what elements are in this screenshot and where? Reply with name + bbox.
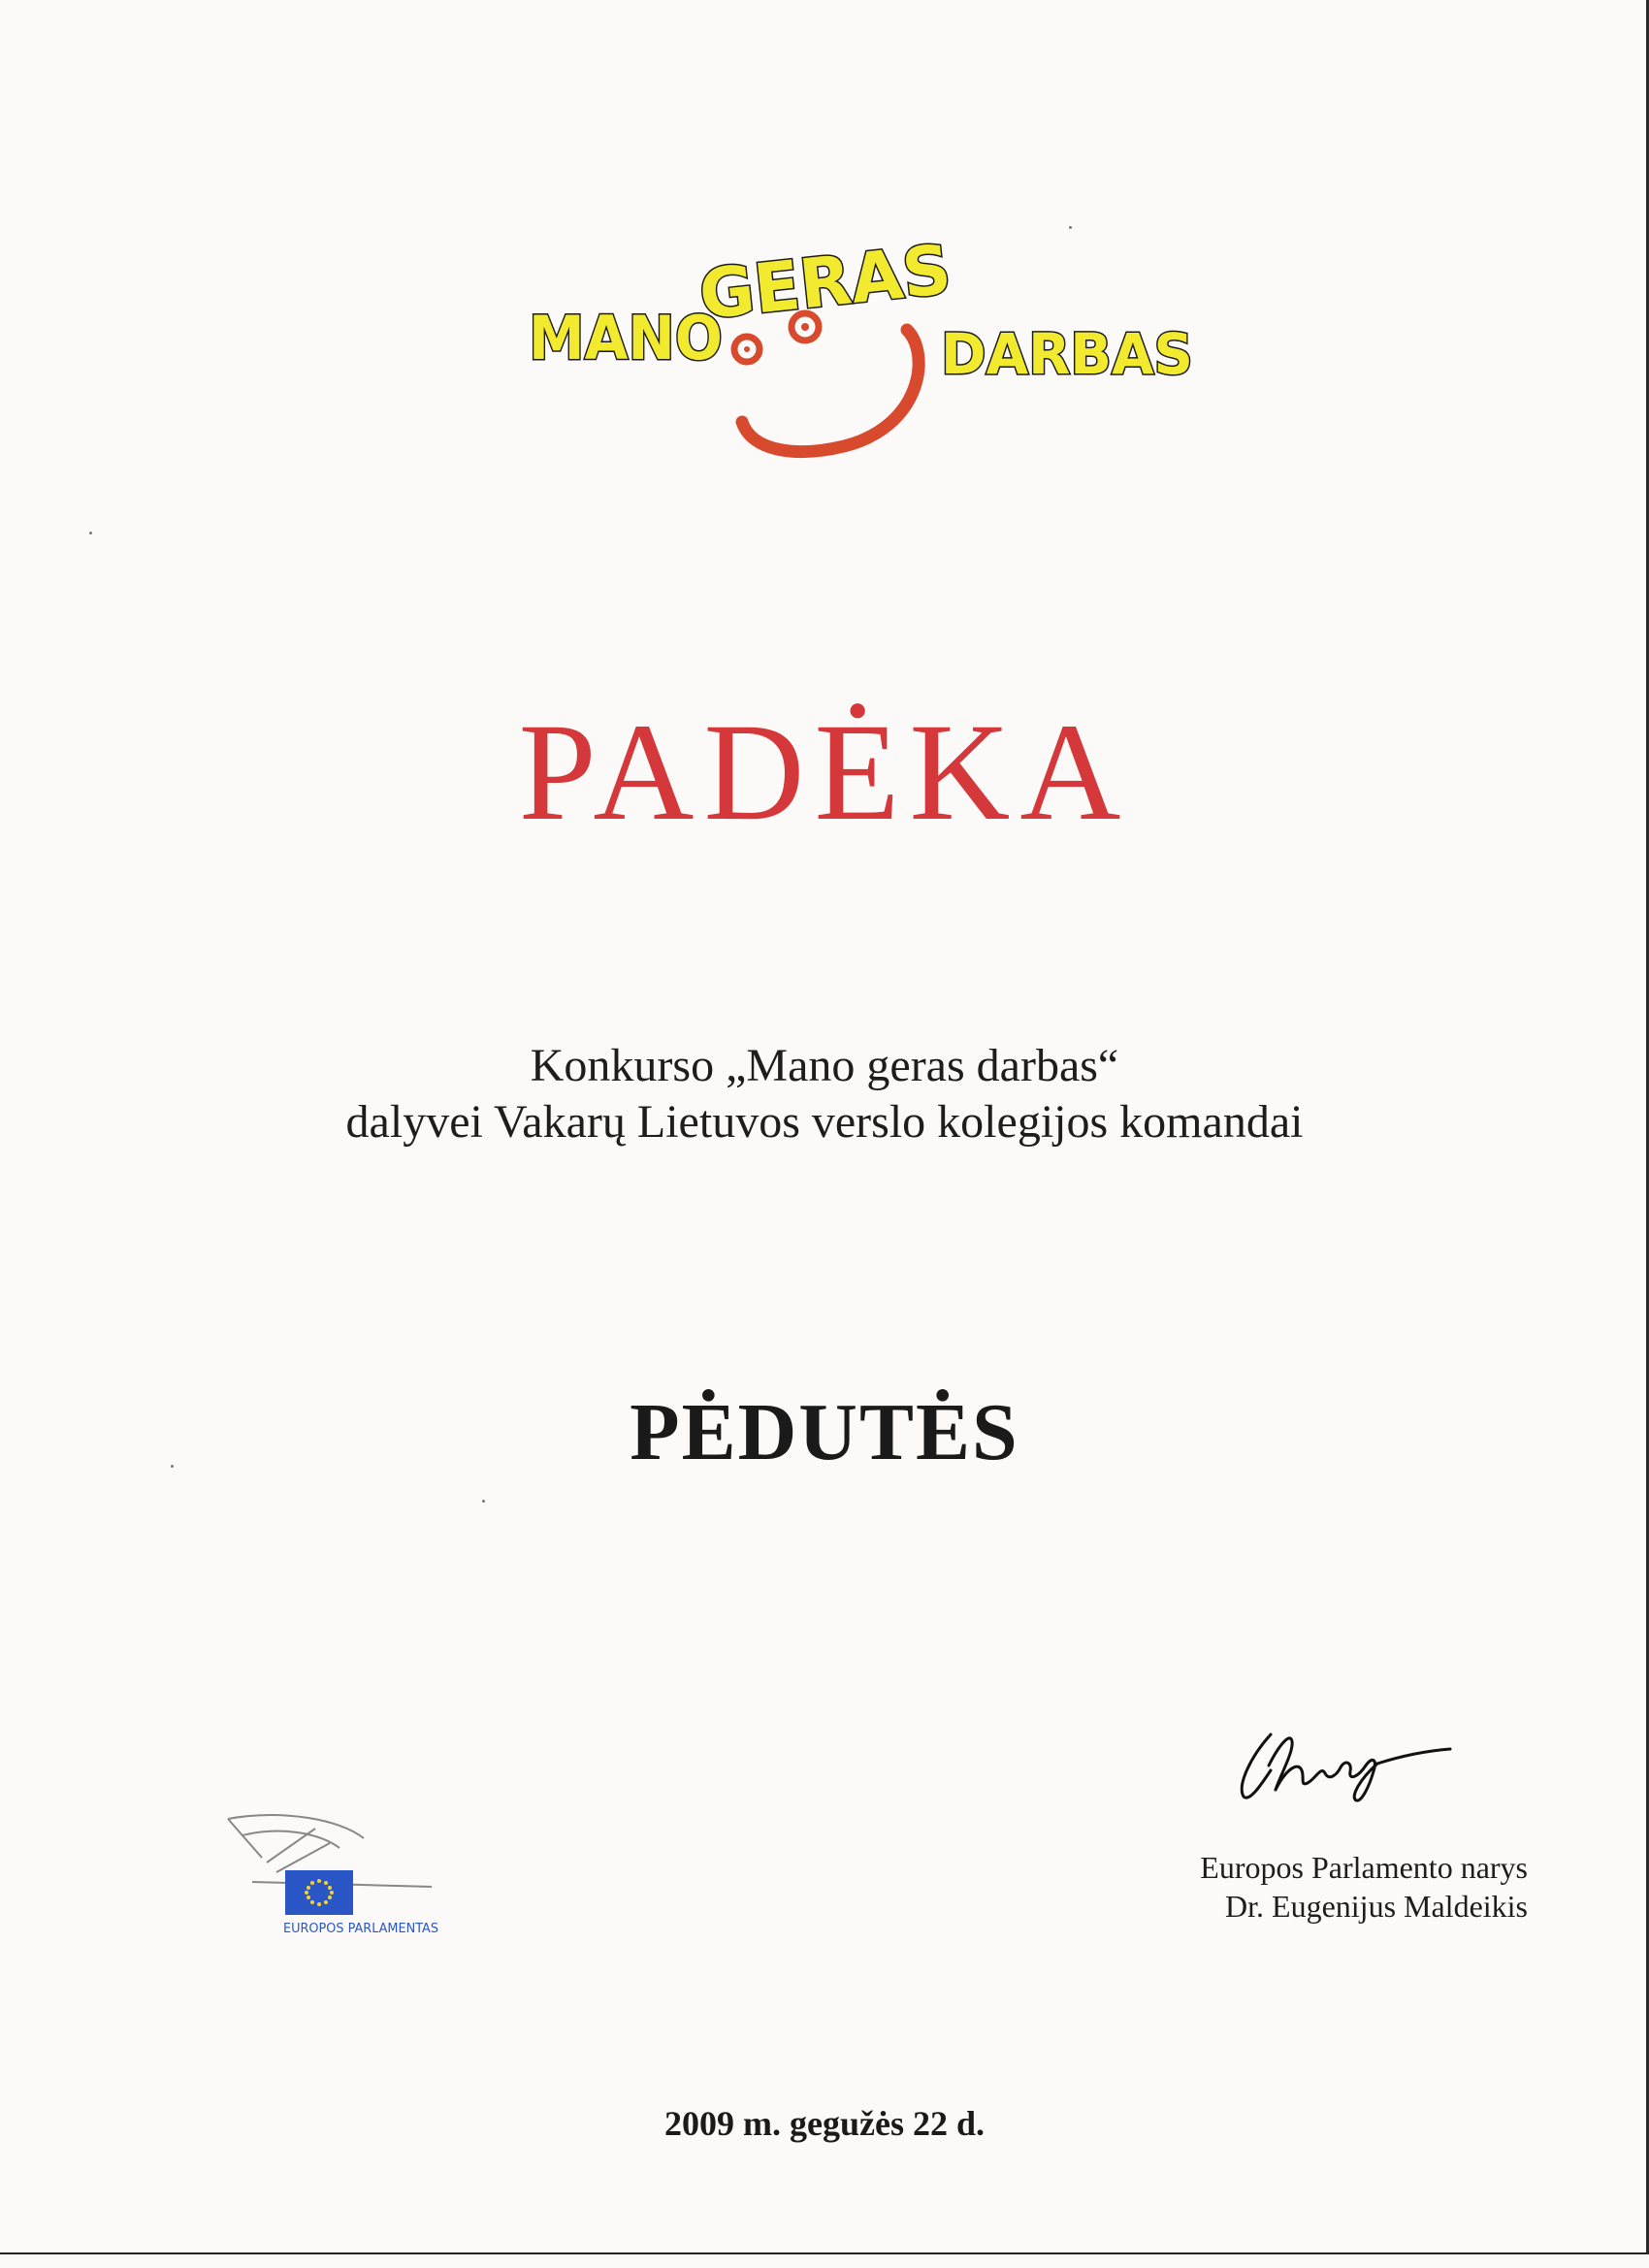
signer-block xyxy=(1067,1848,1528,1926)
subtitle-line-1: Konkurso „Mano geras darbas“ xyxy=(530,1040,1119,1091)
eu-flag-icon xyxy=(285,1870,353,1915)
logo-word-geras: GERAS xyxy=(695,229,958,336)
logo-word-darbas: DARBAS xyxy=(941,321,1193,387)
scan-bottom-edge xyxy=(0,2252,1649,2254)
subtitle-line-2: dalyvei Vakarų Lietuvos verslo kolegijos komandai xyxy=(345,1096,1304,1148)
ep-logo-caption: EUROPOS PARLAMENTAS xyxy=(283,1922,438,1936)
signer-role: Europos Parlamento narys xyxy=(1200,1850,1528,1885)
scan-speck xyxy=(1069,226,1072,229)
certificate-title: PADĖKA xyxy=(518,696,1131,850)
handwritten-signature xyxy=(1232,1717,1455,1804)
issue-date: 2009 m. gegužės 22 d. xyxy=(664,2104,985,2143)
scan-speck xyxy=(482,1500,485,1503)
mano-geras-darbas-logo xyxy=(524,218,1203,470)
logo-word-mano: MANO xyxy=(529,303,723,373)
signer-name: Dr. Eugenijus Maldeikis xyxy=(1225,1889,1528,1924)
smiley-face-icon xyxy=(734,313,919,452)
recipient-name: PĖDUTĖS xyxy=(630,1387,1019,1477)
certificate-subtitle xyxy=(0,1040,1649,1155)
european-parliament-logo xyxy=(223,1804,456,1940)
scan-speck xyxy=(171,1465,174,1468)
scan-speck xyxy=(89,532,92,535)
